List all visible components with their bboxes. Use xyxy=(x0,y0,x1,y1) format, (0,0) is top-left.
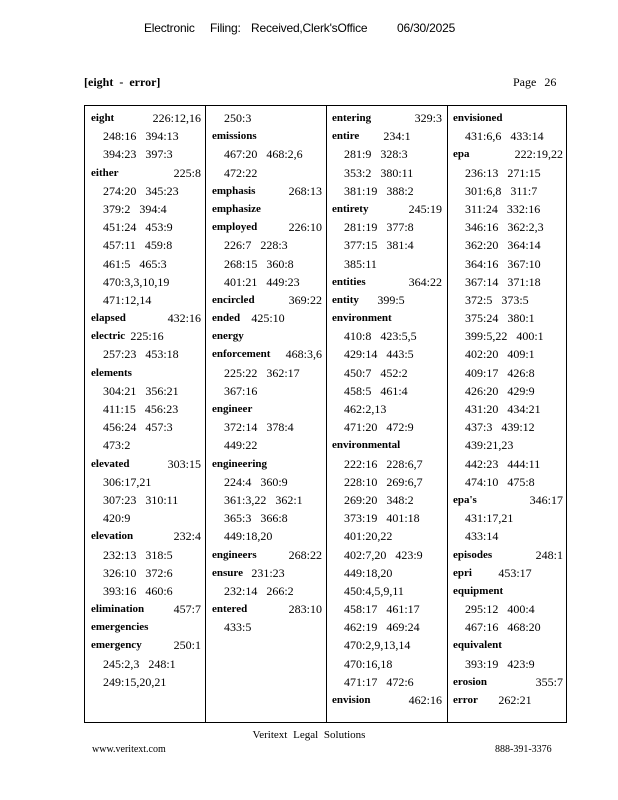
index-term xyxy=(453,109,567,127)
index-term xyxy=(212,309,326,327)
term-reference: 248:1 xyxy=(535,547,563,562)
term-word: emergencies xyxy=(91,621,149,634)
term-reference: 236:13 271:15 xyxy=(465,165,541,180)
page-number-value: 26 xyxy=(544,75,557,89)
term-reference: 402:7,20 423:9 xyxy=(344,547,423,562)
index-term xyxy=(332,291,446,309)
index-term xyxy=(453,691,567,709)
term-reference: 224:4 360:9 xyxy=(224,474,288,489)
term-reference: 303:15 xyxy=(167,456,201,471)
term-reference: 367:14 371:18 xyxy=(465,274,541,289)
term-reference: 470:2,9,13,14 xyxy=(344,638,411,653)
term-reference: 372:5 373:5 xyxy=(465,292,529,307)
index-term xyxy=(332,200,446,218)
term-reference: 250:3 xyxy=(224,111,252,125)
index-term xyxy=(332,109,446,127)
term-reference: 225:22 362:17 xyxy=(224,365,300,380)
term-reference: 470:16,18 xyxy=(344,656,393,671)
term-word: engineers xyxy=(212,548,257,561)
term-reference: 471:12,14 xyxy=(103,292,152,307)
index-column-2 xyxy=(212,109,326,636)
term-reference: 399:5 xyxy=(377,292,405,307)
term-reference: 304:21 356:21 xyxy=(103,383,179,398)
term-word: emissions xyxy=(212,130,257,143)
term-reference: 420:9 xyxy=(103,511,131,526)
range-separator: - xyxy=(119,75,124,89)
term-reference: 431:20 434:21 xyxy=(465,402,541,416)
term-word: error xyxy=(453,694,478,706)
term-reference: 432:16 xyxy=(167,311,201,326)
term-word: either xyxy=(91,166,119,179)
term-reference: 268:15 360:8 xyxy=(224,256,294,271)
term-word: employed xyxy=(212,221,258,234)
range-start: [eight xyxy=(84,75,114,89)
term-reference: 467:20 468:2,6 xyxy=(224,147,303,162)
term-reference: 307:23 310:11 xyxy=(103,492,179,507)
term-reference: 457:7 xyxy=(173,602,201,617)
term-reference: 470:3,3,10,19 xyxy=(103,274,170,289)
term-reference: 461:5 465:3 xyxy=(103,256,167,271)
term-reference: 234:1 xyxy=(383,129,411,144)
index-column-3 xyxy=(332,109,446,709)
term-reference: 362:20 364:14 xyxy=(465,238,541,253)
term-reference: 232:14 266:2 xyxy=(224,583,294,598)
term-reference: 228:10 269:6,7 xyxy=(344,474,423,489)
term-reference: 471:20 472:9 xyxy=(344,420,414,435)
term-word: emergency xyxy=(91,639,142,652)
term-reference: 249:15,20,21 xyxy=(103,674,167,689)
term-word: episodes xyxy=(453,548,493,561)
word-index-table xyxy=(84,105,567,723)
term-reference: 462:16 xyxy=(408,693,442,707)
column-divider xyxy=(205,106,206,722)
term-word: entered xyxy=(212,603,248,616)
term-reference: 399:5,22 400:1 xyxy=(465,329,544,344)
term-word: equipment xyxy=(453,584,504,597)
term-reference: 250:1 xyxy=(173,638,201,653)
term-reference: 474:10 475:8 xyxy=(465,474,535,489)
term-reference: 248:16 394:13 xyxy=(103,129,179,144)
index-term xyxy=(212,182,326,200)
index-term xyxy=(91,455,205,473)
term-reference: 401:21 449:23 xyxy=(224,274,300,289)
index-term xyxy=(332,273,446,291)
term-reference: 225:8 xyxy=(173,165,201,180)
term-reference: 245:2,3 248:1 xyxy=(103,656,176,671)
term-word: elements xyxy=(91,366,132,379)
term-reference: 472:22 xyxy=(224,165,258,180)
term-reference: 222:16 228:6,7 xyxy=(344,456,423,471)
index-term xyxy=(332,309,446,327)
index-column-1 xyxy=(91,109,205,691)
term-reference: 361:3,22 362:1 xyxy=(224,492,303,507)
term-reference: 458:5 461:4 xyxy=(344,383,408,398)
term-reference: 410:8 423:5,5 xyxy=(344,329,417,344)
term-reference: 353:2 380:11 xyxy=(344,165,414,180)
index-term xyxy=(453,673,567,691)
filing-received: Received,Clerk'sOffice xyxy=(251,21,368,35)
index-term xyxy=(453,582,567,600)
term-reference: 283:10 xyxy=(288,602,322,617)
term-reference: 377:15 381:4 xyxy=(344,238,414,253)
index-term xyxy=(453,145,567,163)
index-term xyxy=(453,636,567,654)
term-reference: 450:4,5,9,11 xyxy=(344,583,404,598)
term-word: environment xyxy=(332,312,392,325)
term-reference: 385:11 xyxy=(344,256,377,271)
index-term xyxy=(453,546,567,564)
term-reference: 295:12 400:4 xyxy=(465,602,535,617)
term-word: entire xyxy=(332,130,360,143)
term-reference: 268:13 xyxy=(288,183,322,198)
index-term xyxy=(91,109,205,127)
term-word: entering xyxy=(332,112,372,124)
index-term xyxy=(91,527,205,545)
term-reference: 269:20 348:2 xyxy=(344,492,414,507)
index-column-4 xyxy=(453,109,567,709)
term-reference: 226:7 228:3 xyxy=(224,238,288,253)
term-reference: 367:16 xyxy=(224,383,258,398)
term-reference: 226:10 xyxy=(288,220,322,235)
term-reference: 425:10 xyxy=(251,311,285,326)
term-reference: 268:22 xyxy=(288,547,322,562)
index-term xyxy=(332,691,446,709)
index-term xyxy=(212,546,326,564)
term-reference: 346:16 362:2,3 xyxy=(465,220,544,235)
term-reference: 471:17 472:6 xyxy=(344,674,414,689)
index-term xyxy=(453,491,567,509)
term-word: encircled xyxy=(212,293,255,306)
term-word: engineering xyxy=(212,457,267,470)
term-reference: 372:14 378:4 xyxy=(224,420,294,435)
term-reference: 402:20 409:1 xyxy=(465,347,535,362)
term-reference: 379:2 394:4 xyxy=(103,201,167,216)
term-reference: 439:21,23 xyxy=(465,438,514,453)
term-reference: 222:19,22 xyxy=(514,147,563,162)
filing-label: Filing: xyxy=(210,21,241,35)
term-reference: 433:14 xyxy=(465,529,499,544)
term-reference: 393:19 423:9 xyxy=(465,656,535,671)
term-word: electric xyxy=(91,330,126,343)
term-word: erosion xyxy=(453,675,488,688)
filing-date: 06/30/2025 xyxy=(397,21,456,35)
term-reference: 450:7 452:2 xyxy=(344,365,408,380)
column-divider xyxy=(447,106,448,722)
term-reference: 281:19 377:8 xyxy=(344,220,414,235)
term-word: engineer xyxy=(212,403,253,415)
term-reference: 449:22 xyxy=(224,438,258,453)
term-reference: 274:20 345:23 xyxy=(103,183,179,198)
term-reference: 458:17 461:17 xyxy=(344,602,420,617)
term-word: ended xyxy=(212,312,241,325)
term-word: emphasis xyxy=(212,184,256,197)
index-term xyxy=(212,455,326,473)
index-term xyxy=(212,600,326,618)
index-term xyxy=(212,127,326,145)
term-word: epri xyxy=(453,566,472,579)
term-reference: 225:16 xyxy=(130,329,164,344)
footer-phone: 888-391-3376 xyxy=(495,744,552,755)
term-reference: 232:13 318:5 xyxy=(103,547,173,562)
term-word: entities xyxy=(332,275,366,288)
term-reference: 394:23 397:3 xyxy=(103,147,173,162)
term-reference: 431:6,6 433:14 xyxy=(465,129,544,144)
index-term xyxy=(91,600,205,618)
term-reference: 449:18,20 xyxy=(224,529,273,544)
term-word: equivalent xyxy=(453,639,502,652)
term-word: elevated xyxy=(91,457,130,470)
term-reference: 364:22 xyxy=(408,274,442,289)
page-number xyxy=(513,75,556,90)
term-reference: 451:24 453:9 xyxy=(103,220,173,235)
term-reference: 401:20,22 xyxy=(344,529,393,544)
term-reference: 257:23 453:18 xyxy=(103,347,179,362)
term-word: entity xyxy=(332,293,359,306)
term-reference: 226:12,16 xyxy=(152,111,201,125)
term-reference: 311:24 332:16 xyxy=(465,201,541,216)
term-reference: 306:17,21 xyxy=(103,474,152,489)
term-reference: 393:16 460:6 xyxy=(103,583,173,598)
term-reference: 231:23 xyxy=(251,565,285,580)
index-term xyxy=(91,364,205,382)
term-reference: 301:6,8 311:7 xyxy=(465,183,538,198)
term-reference: 381:19 388:2 xyxy=(344,183,414,198)
term-word: envisioned xyxy=(453,112,503,124)
term-reference: 281:9 328:3 xyxy=(344,147,408,162)
index-term xyxy=(212,291,326,309)
term-reference: 409:17 426:8 xyxy=(465,365,535,380)
term-word: energy xyxy=(212,330,244,343)
term-reference: 453:17 xyxy=(498,565,532,580)
term-reference: 355:7 xyxy=(535,674,563,689)
term-word: emphasize xyxy=(212,202,261,215)
term-reference: 468:3,6 xyxy=(285,347,322,362)
term-reference: 462:19 469:24 xyxy=(344,620,420,635)
index-term xyxy=(332,436,446,454)
term-reference: 457:11 459:8 xyxy=(103,238,173,253)
term-reference: 411:15 456:23 xyxy=(103,402,179,416)
term-word: ensure xyxy=(212,566,243,579)
term-reference: 431:17,21 xyxy=(465,511,514,526)
term-reference: 245:19 xyxy=(408,201,442,216)
term-reference: 329:3 xyxy=(414,111,442,125)
index-term xyxy=(91,309,205,327)
term-word: envision xyxy=(332,694,371,706)
index-term xyxy=(453,564,567,582)
term-word: elimination xyxy=(91,603,145,616)
term-reference: 369:22 xyxy=(288,292,322,307)
index-term xyxy=(212,564,326,582)
term-reference: 442:23 444:11 xyxy=(465,456,541,471)
term-reference: 365:3 366:8 xyxy=(224,511,288,526)
index-term xyxy=(212,400,326,418)
term-word: eight xyxy=(91,112,115,124)
term-word: elevation xyxy=(91,530,134,543)
term-reference: 346:17 xyxy=(529,492,563,507)
term-reference: 364:16 367:10 xyxy=(465,256,541,271)
index-range xyxy=(84,75,160,90)
term-reference: 433:5 xyxy=(224,620,252,635)
index-term xyxy=(332,127,446,145)
term-reference: 375:24 380:1 xyxy=(465,311,535,326)
term-word: epa's xyxy=(453,493,477,506)
range-end: error] xyxy=(129,75,161,89)
term-reference: 373:19 401:18 xyxy=(344,511,420,526)
term-reference: 449:18,20 xyxy=(344,565,393,580)
footer-company: Veritext Legal Solutions xyxy=(252,729,366,741)
term-reference: 326:10 372:6 xyxy=(103,565,173,580)
page-label-text: Page xyxy=(513,75,537,89)
term-word: elapsed xyxy=(91,312,126,325)
term-reference: 467:16 468:20 xyxy=(465,620,541,635)
footer-website: www.veritext.com xyxy=(92,744,166,755)
term-reference: 429:14 443:5 xyxy=(344,347,414,362)
term-word: environmental xyxy=(332,439,401,452)
term-reference: 462:2,13 xyxy=(344,402,387,416)
term-reference: 473:2 xyxy=(103,438,131,453)
term-reference: 437:3 439:12 xyxy=(465,420,535,435)
term-reference: 456:24 457:3 xyxy=(103,420,173,435)
index-term xyxy=(91,164,205,182)
column-divider xyxy=(326,106,327,722)
term-word: enforcement xyxy=(212,348,271,361)
term-reference: 262:21 xyxy=(498,693,532,707)
term-reference: 426:20 429:9 xyxy=(465,383,535,398)
term-word: entirety xyxy=(332,202,369,215)
filing-electronic: Electronic xyxy=(144,21,195,35)
term-reference: 232:4 xyxy=(173,529,201,544)
index-term xyxy=(91,327,205,345)
term-word: epa xyxy=(453,148,470,161)
